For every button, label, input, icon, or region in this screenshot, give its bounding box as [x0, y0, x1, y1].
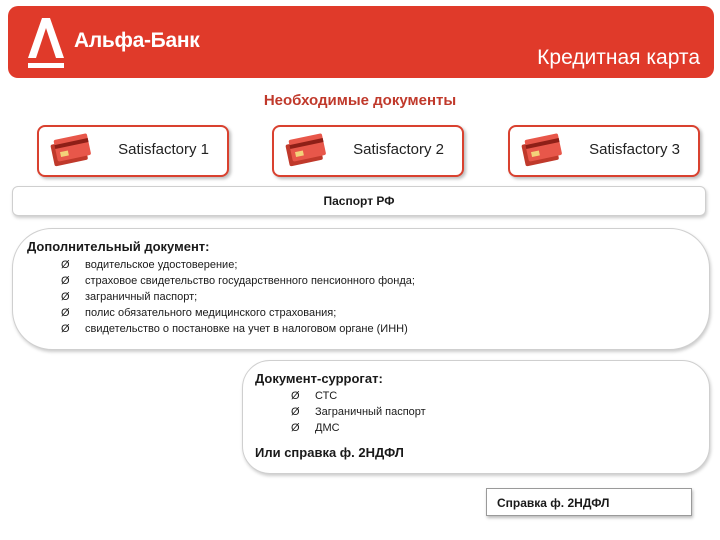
- header-banner: [8, 6, 714, 78]
- arrow-bullet-icon: Ø: [61, 259, 70, 271]
- surrogate-documents-title: Документ-суррогат:: [255, 371, 383, 386]
- card-label: Satisfactory 2: [353, 141, 444, 158]
- additional-documents-list: [61, 257, 415, 337]
- arrow-bullet-icon: Ø: [61, 275, 70, 287]
- section-subtitle: Необходимые документы: [263, 92, 457, 109]
- surrogate-documents-list: [291, 388, 426, 436]
- list-item: Ø заграничный паспорт;: [61, 291, 198, 303]
- credit-card-icon: [520, 132, 562, 170]
- additional-documents-title: Дополнительный документ:: [27, 239, 210, 254]
- surrogate-documents-panel: [242, 360, 710, 474]
- page-title: Кредитная карта: [537, 46, 700, 69]
- list-item: Ø полис обязательного медицинского страхования;: [61, 307, 337, 319]
- card-option-3[interactable]: [508, 125, 700, 177]
- arrow-bullet-icon: Ø: [61, 323, 70, 335]
- logo-text: Альфа-Банк: [74, 29, 200, 52]
- card-label: Satisfactory 1: [118, 141, 209, 158]
- list-item: Ø страховое свидетельство государственного пенсионного фонда;: [61, 275, 415, 287]
- list-item: Ø Заграничный паспорт: [291, 406, 426, 418]
- card-option-2[interactable]: [272, 125, 464, 177]
- alfa-bank-logo-icon: [24, 14, 68, 70]
- arrow-bullet-icon: Ø: [61, 291, 70, 303]
- surrogate-footer-note: Или справка ф. 2НДФЛ: [255, 445, 404, 460]
- list-item: Ø свидетельство о постановке на учет в налоговом органе (ИНН): [61, 323, 408, 335]
- arrow-bullet-icon: Ø: [291, 406, 300, 418]
- additional-documents-panel: [12, 228, 710, 350]
- list-item: Ø ДМС: [291, 422, 340, 434]
- arrow-bullet-icon: Ø: [291, 422, 300, 434]
- credit-card-icon: [49, 132, 91, 170]
- arrow-bullet-icon: Ø: [61, 307, 70, 319]
- arrow-bullet-icon: Ø: [291, 390, 300, 402]
- list-item: Ø СТС: [291, 390, 338, 402]
- card-option-1[interactable]: [37, 125, 229, 177]
- passport-requirement: Паспорт РФ: [12, 186, 706, 216]
- ndfl-certificate-box: Справка ф. 2НДФЛ: [486, 488, 692, 516]
- card-label: Satisfactory 3: [589, 141, 680, 158]
- credit-card-icon: [284, 132, 326, 170]
- list-item: Ø водительское удостоверение;: [61, 259, 238, 271]
